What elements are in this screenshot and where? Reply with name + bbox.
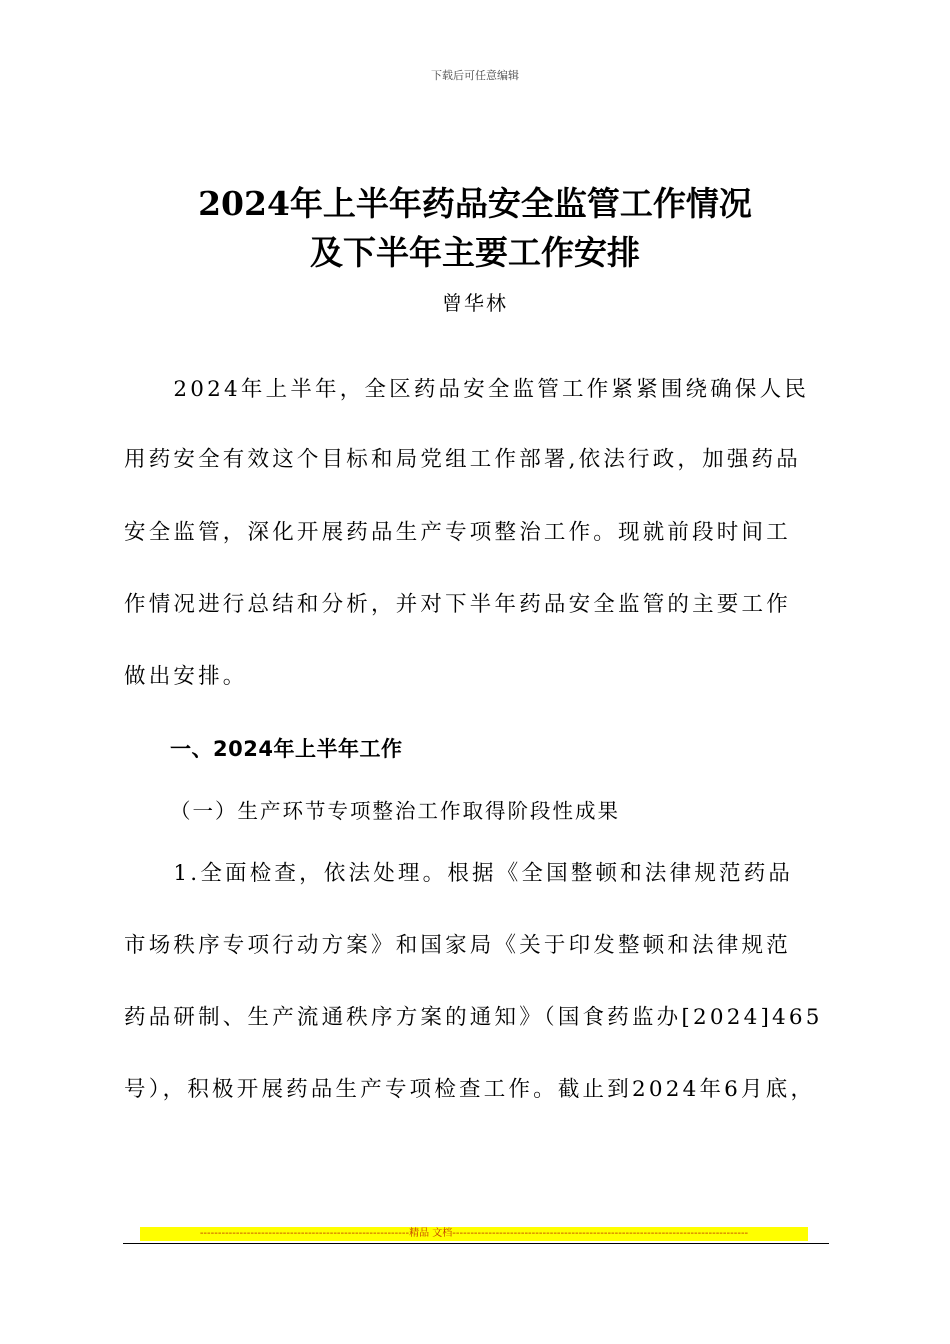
document-title-line2: 及下半年主要工作安排 bbox=[310, 233, 640, 272]
author: 曾华林 bbox=[442, 291, 508, 315]
item-line-4: 号），积极开展药品生产专项检查工作。截止到2024年6月底， bbox=[124, 1077, 816, 1102]
intro-line-5: 做出安排。 bbox=[124, 664, 248, 689]
intro-line-3: 安全监管，深化开展药品生产专项整治工作。现就前段时间工 bbox=[124, 520, 791, 545]
intro-line-2: 用药安全有效这个目标和局党组工作部署,依法行政，加强药品 bbox=[124, 447, 801, 472]
header-note: 下载后可任意编辑 bbox=[431, 69, 519, 82]
item-line-1: 1.全面检查，依法处理。根据《全国整顿和法律规范药品 bbox=[124, 861, 794, 886]
intro-line-4: 作情况进行总结和分析，并对下半年药品安全监管的主要工作 bbox=[124, 592, 791, 617]
footer-rule bbox=[123, 1243, 829, 1244]
subsection-heading: （一）生产环节专项整治工作取得阶段性成果 bbox=[170, 799, 620, 823]
footer-banner: ----------------------------------------------------------精品 文档---------------------------------------------------------------------------------- bbox=[140, 1227, 808, 1241]
item-line-2: 市场秩序专项行动方案》和国家局《关于印发整顿和法律规范 bbox=[124, 933, 791, 958]
intro-line-1: 2024年上半年，全区药品安全监管工作紧紧围绕确保人民 bbox=[124, 377, 810, 402]
item-line-3: 药品研制、生产流通秩序方案的通知》（国食药监办[2024]465 bbox=[124, 1005, 823, 1030]
document-title-line1: 2024年上半年药品安全监管工作情况 bbox=[198, 184, 752, 223]
section-heading: 一、2024年上半年工作 bbox=[170, 737, 403, 761]
